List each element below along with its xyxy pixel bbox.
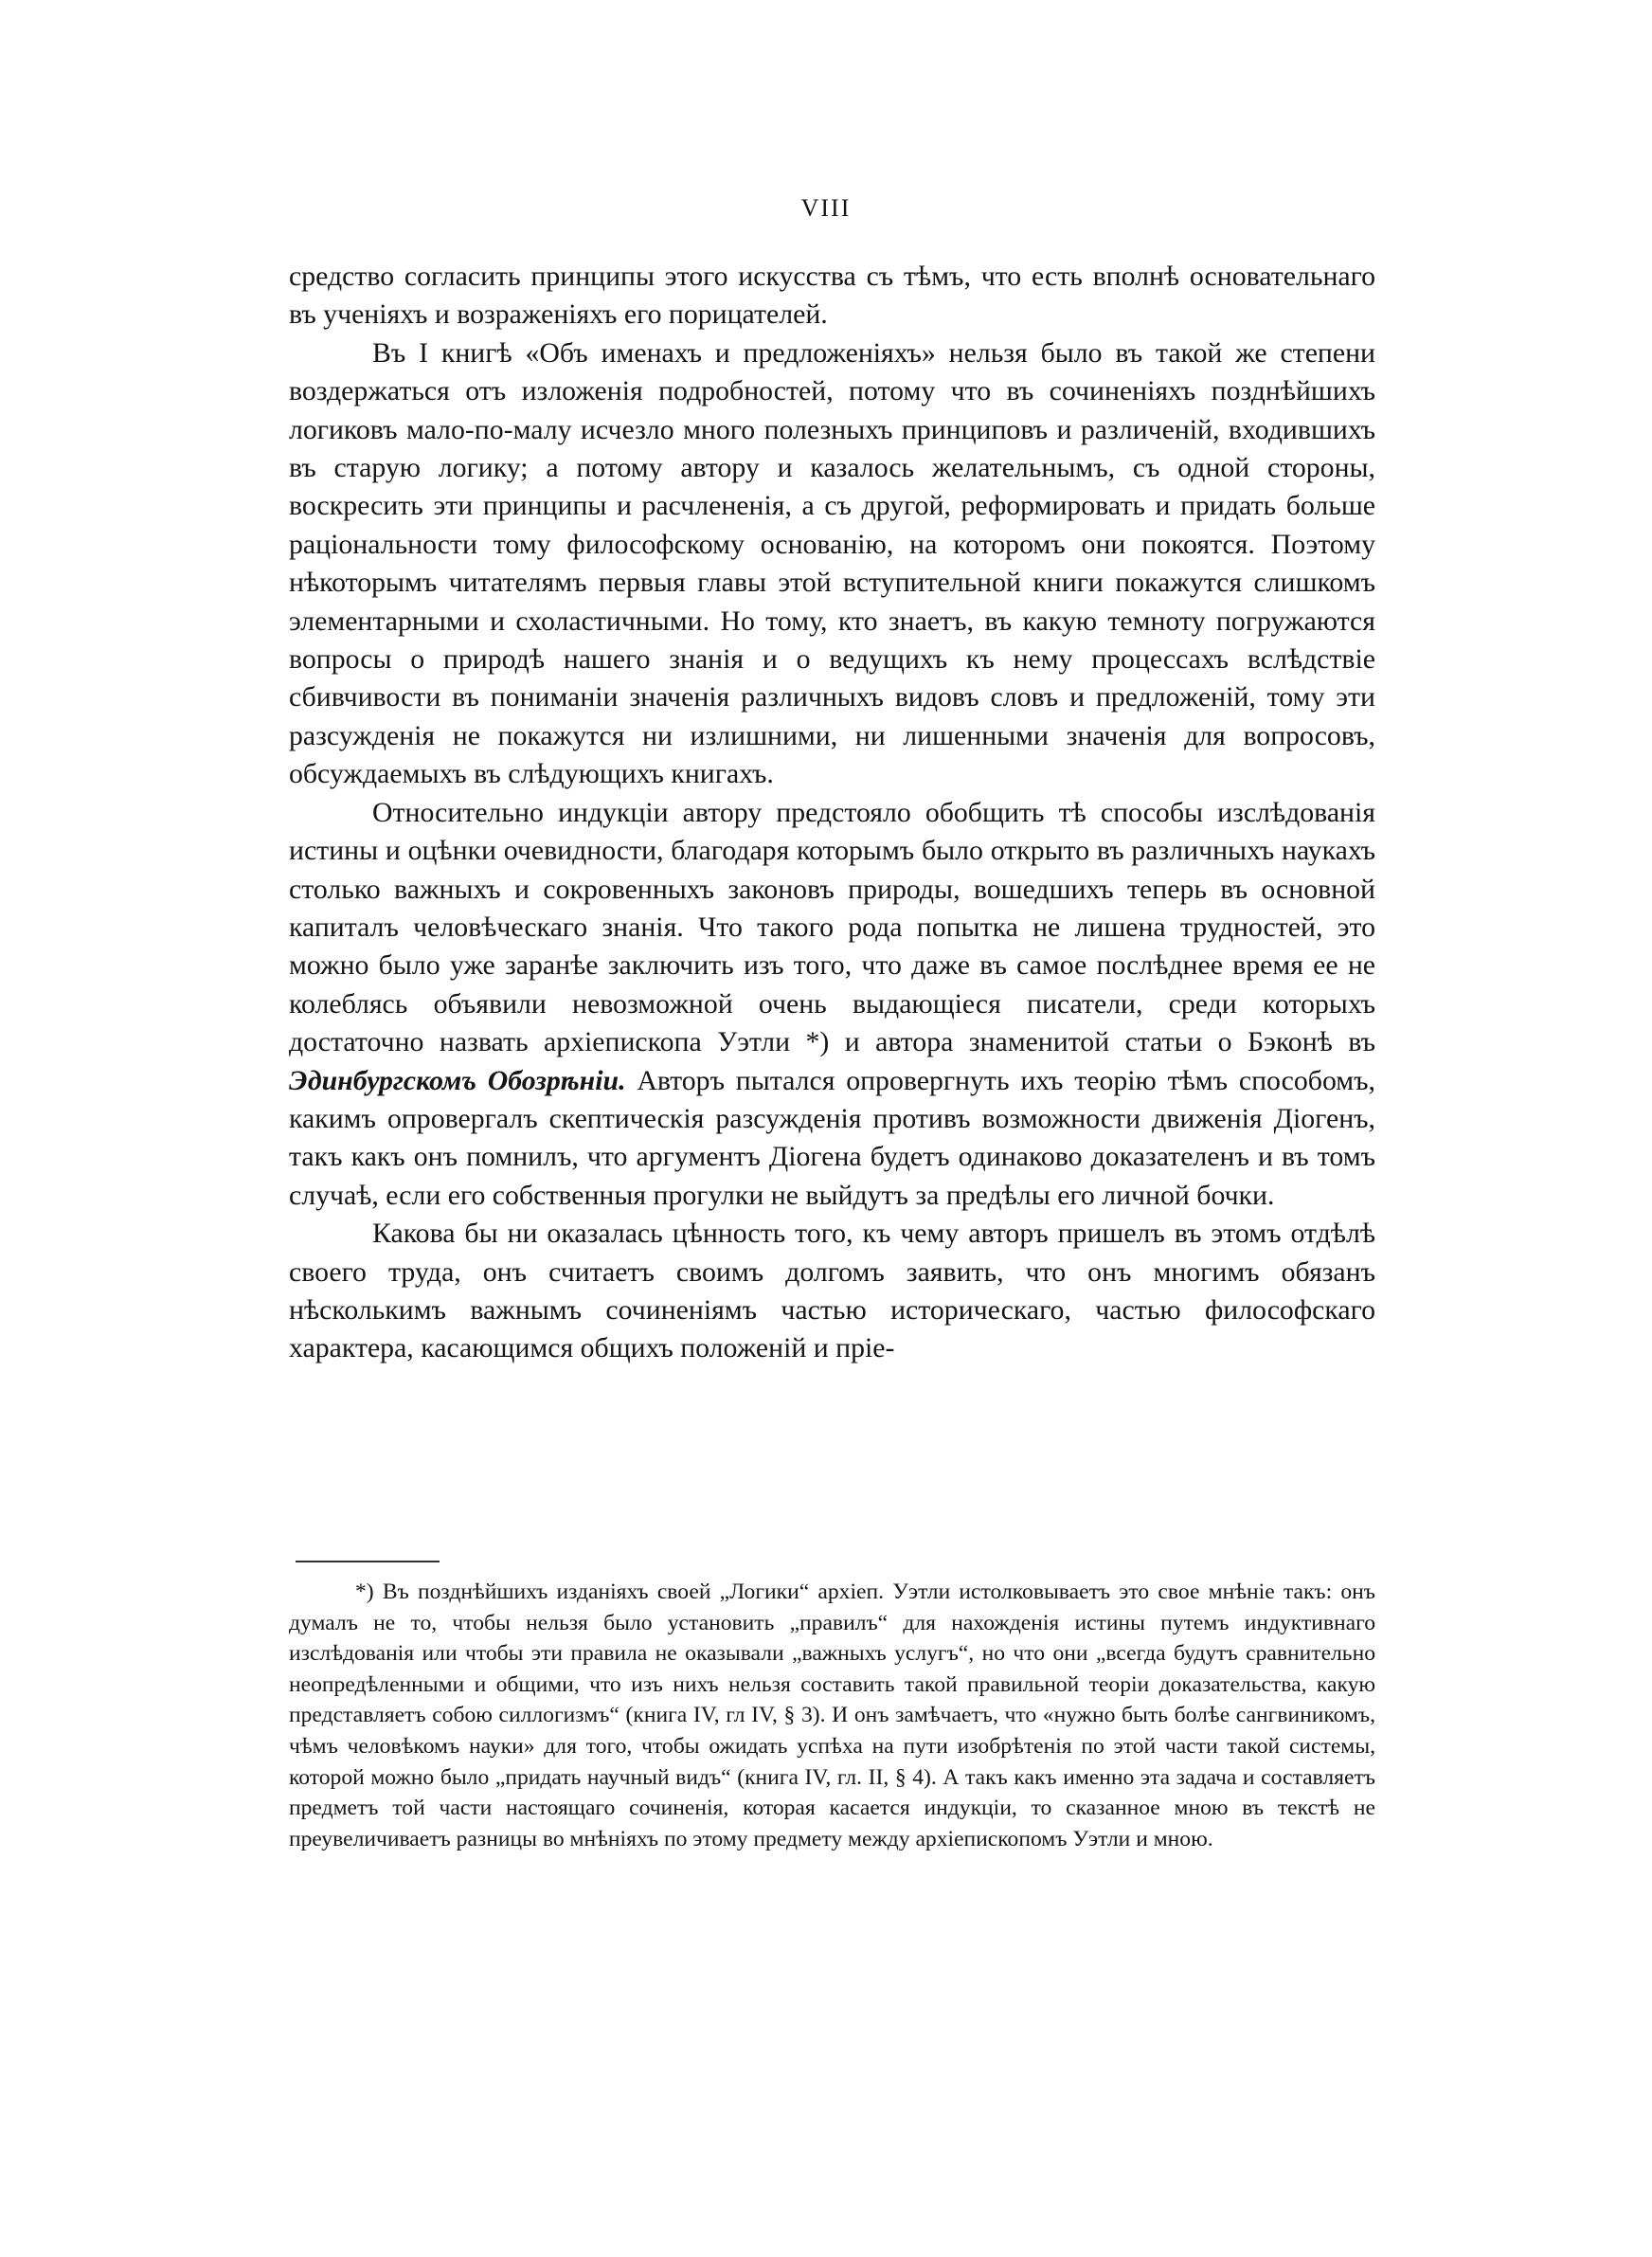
page-number: VIII — [800, 194, 852, 222]
journal-title: Эдинбургскомъ Обозрѣніи. — [289, 1064, 626, 1096]
paragraph-1: средство согласить принципы этого искусства съ тѣмъ, что есть вполнѣ основательнаго въ ученіяхъ и возраженіяхъ его порицателей. — [289, 261, 1375, 331]
paragraph-4: Какова бы ни оказалась цѣнность того, къ чему авторъ пришелъ въ этомъ отдѣлѣ своего труда, онъ считаетъ своимъ долгомъ заявить, что онъ многимъ обязанъ нѣсколькимъ важнымъ сочиненіямъ частью историческаго, частью философскаго характера, касающимся общихъ положеній и пріе- — [289, 1218, 1375, 1364]
paragraph-3 — [289, 794, 1375, 1215]
footnote-divider — [296, 1561, 440, 1562]
footnote-text: *) Въ позднѣйшихъ изданіяхъ своей „Логики“ архіеп. Уэтли истолковываетъ это свое мнѣніе такъ: онъ думалъ не то, чтобы нельзя было установить „правилъ“ для нахожденія истины путемъ индуктивнаго изслѣдованія или чтобы эти правила не оказывали „важныхъ услугъ“, но что они „всегда будутъ сравнительно неопредѣленными и общими, что изъ нихъ нельзя составить такой правильной теоріи доказательства, какую представляетъ собою силлогизмъ“ (книга IV, гл IV, § 3). И онъ замѣчаетъ, что «нужно быть болѣе сангвиникомъ, чѣмъ человѣкомъ науки» для того, чтобы ожидать успѣха на пути изобрѣтенія по этой части такой системы, которой можно было „придать научный видъ“ (книга IV, гл. II, § 4). А такъ какъ именно эта задача и составляетъ предметъ той части настоящаго сочиненія, которая касается индукціи, то сказанное мною въ текстѣ не преувеличиваетъ разницы во мнѣніяхъ по этому предмету между архіепископомъ Уэтли и мною. — [289, 1580, 1375, 1851]
paragraph-2: Въ I книгѣ «Объ именахъ и предложеніяхъ» нельзя было въ такой же степени воздержаться отъ изложенія подробностей, потому что въ сочиненіяхъ позднѣйшихъ логиковъ мало-по-малу исчезло много полезныхъ принциповъ и различеній, входившихъ въ старую логику; а потому автору и казалось желательнымъ, съ одной стороны, воскресить эти принципы и расчлененія, а съ другой, реформировать и придать больше раціональности тому философскому основанію, на которомъ они покоятся. Поэтому нѣкоторымъ читателямъ первыя главы этой вступительной книги покажутся слишкомъ элементарными и схоластичными. Но тому, кто знаетъ, въ какую темноту погружаются вопросы о природѣ нашего знанія и о ведущихъ къ нему процессахъ вслѣдствіе сбивчивости въ пониманіи значенія различныхъ видовъ словъ и предложеній, тому эти разсужденія не покажутся ни излишними, ни лишенными значенія для вопросовъ, обсуждаемыхъ въ слѣдующихъ книгахъ. — [289, 336, 1375, 790]
footnote — [289, 1577, 1375, 1854]
paragraph-3-tail: Авторъ пытался опровергнуть ихъ теорію тѣмъ способомъ, какимъ опровергалъ скептическія разсужденія противъ возможности движенія Діогенъ, такъ какъ онъ помнилъ, что аргументъ Діогена будетъ одинаково доказателенъ и въ томъ случаѣ, если его собственныя прогулки не выйдутъ за предѣлы его личной бочки. — [289, 1064, 1375, 1211]
body-text — [289, 258, 1375, 1368]
paragraph-3-text: Относительно индукціи автору предстояло обобщить тѣ способы изслѣдованія истины и оцѣнки очевидности, благодаря которымъ было открыто въ различныхъ наукахъ столько важныхъ и сокровенныхъ законовъ природы, вошедшихъ теперь въ основной капиталъ человѣческаго знанія. Что такого рода попытка не лишена трудностей, это можно было уже заранѣе заключить изъ того, что даже въ самое послѣднее время ее не колеблясь объявили невозможной очень выдающіеся писатели, среди которыхъ достаточно назвать архіепископа Уэтли *) и автора знаменитой статьи о Бэконѣ въ — [289, 796, 1375, 1058]
